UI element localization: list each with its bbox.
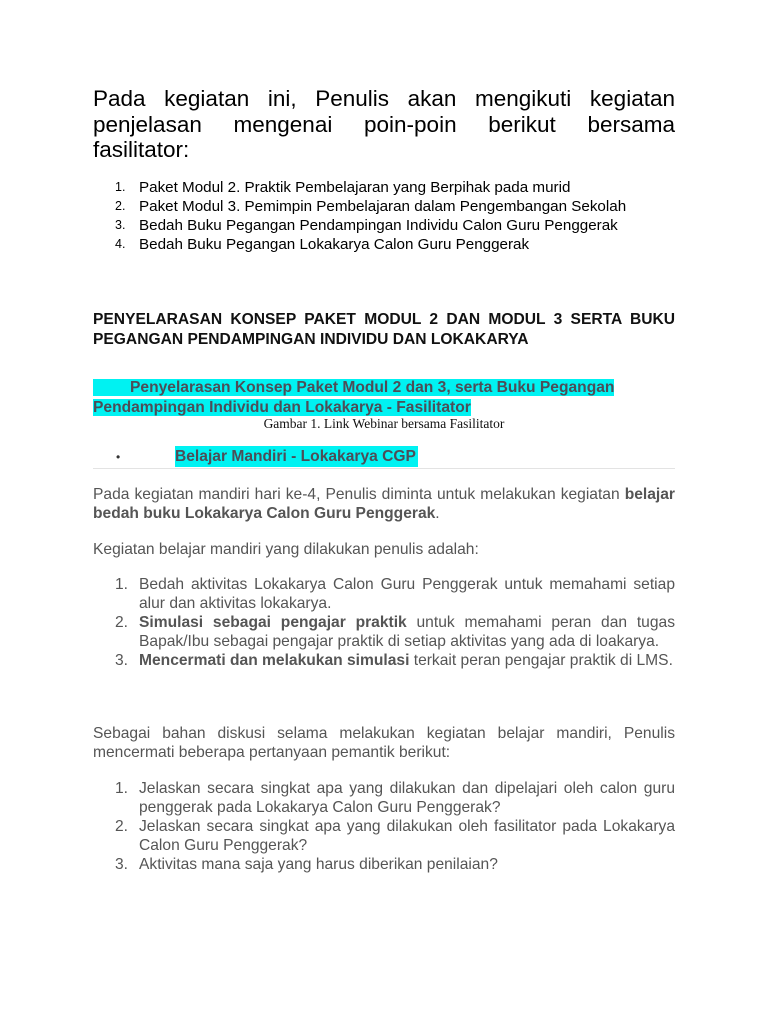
figure-caption: Gambar 1. Link Webinar bersama Fasilitator: [263, 416, 505, 431]
list-number: 4.: [115, 237, 126, 251]
highlight-line-1[interactable]: Penyelarasan Konsep Paket Modul 2 dan 3, serta Buku Pegangan: [93, 379, 614, 396]
list-item-text: Aktivitas mana saja yang harus diberikan penilaian?: [139, 856, 498, 873]
list-item-bold: Mencermati dan melakukan simulasi: [139, 652, 410, 669]
list-item: [93, 216, 653, 235]
list-item: [93, 178, 653, 197]
list-item-text: Jelaskan secara singkat apa yang dilakukan oleh fasilitator pada Lokakarya Calon Guru Penggerak?: [139, 818, 675, 854]
paragraph-text: .: [435, 505, 440, 522]
questions-list: [93, 779, 675, 874]
list-number: 1.: [115, 780, 129, 797]
list-item: [93, 817, 675, 855]
bullet-heading-link[interactable]: Belajar Mandiri - Lokakarya CGP: [175, 448, 416, 465]
paragraph-kegiatan-mandiri: [93, 485, 675, 523]
list-number: 2.: [115, 614, 129, 631]
paragraph-kegiatan-belajar: Kegiatan belajar mandiri yang dilakukan penulis adalah:: [93, 541, 479, 558]
list-item: [93, 197, 653, 216]
list-item-text: Jelaskan secara singkat apa yang dilakukan dan dipelajari oleh calon guru penggerak pada Lokakarya Calon Guru Penggerak?: [139, 780, 675, 816]
list-item-text: Paket Modul 2. Praktik Pembelajaran yang Berpihak pada murid: [139, 179, 571, 196]
paragraph-bahan-diskusi: Sebagai bahan diskusi selama melakukan kegiatan belajar mandiri, Penulis mencermati beberapa pertanyaan pemantik berikut:: [93, 725, 675, 761]
list-item: [93, 779, 675, 817]
list-number: 2.: [115, 199, 126, 213]
bullet-section: [93, 446, 675, 469]
list-item: [93, 613, 675, 651]
list-item-text: Bedah Buku Pegangan Lokakarya Calon Guru Penggerak: [139, 236, 530, 253]
activities-list: [93, 575, 675, 670]
highlight-line-2[interactable]: Pendampingan Individu dan Lokakarya - Fasilitator: [93, 399, 471, 416]
list-number: 3.: [115, 218, 126, 232]
list-item-text: Bedah Buku Pegangan Pendampingan Individu Calon Guru Penggerak: [139, 217, 618, 234]
highlighted-webinar-title[interactable]: [93, 378, 675, 418]
list-item-text: untuk memahami peran dan tugas Bapak/Ibu sebagai pengajar praktik di setiap aktivitas yang ada di loakarya.: [139, 614, 675, 650]
list-number: 1.: [115, 576, 129, 593]
section-heading: PENYELARASAN KONSEP PAKET MODUL 2 DAN MODUL 3 SERTA BUKU PEGANGAN PENDAMPINGAN INDIVIDU DAN LOKAKARYA: [93, 311, 675, 348]
list-number: 2.: [115, 818, 129, 835]
list-number: 3.: [115, 652, 129, 669]
list-item-text: Paket Modul 3. Pemimpin Pembelajaran dalam Pengembangan Sekolah: [139, 198, 627, 215]
intro-paragraph: Pada kegiatan ini, Penulis akan mengikuti kegiatan penjelasan mengenai poin-poin berikut bersama fasilitator:: [93, 86, 675, 162]
list-item-bold: Simulasi sebagai pengajar praktik: [139, 614, 407, 631]
topics-list: [93, 178, 653, 254]
list-number: 1.: [115, 180, 126, 194]
paragraph-bold-text: belajar bedah buku Lokakarya Calon Guru Penggerak: [93, 486, 675, 522]
list-item: [93, 855, 675, 874]
list-item-text: terkait peran pengajar praktik di LMS.: [409, 652, 673, 669]
paragraph-text: Pada kegiatan mandiri hari ke-4, Penulis diminta untuk melakukan kegiatan: [93, 486, 625, 503]
list-item-text: Bedah aktivitas Lokakarya Calon Guru Penggerak untuk memahami setiap alur dan aktivitas lokakarya.: [139, 576, 675, 612]
list-item: [93, 575, 675, 613]
list-number: 3.: [115, 856, 129, 873]
list-item: [93, 235, 653, 254]
list-item: [93, 651, 675, 670]
bullet-icon: •: [116, 450, 121, 464]
